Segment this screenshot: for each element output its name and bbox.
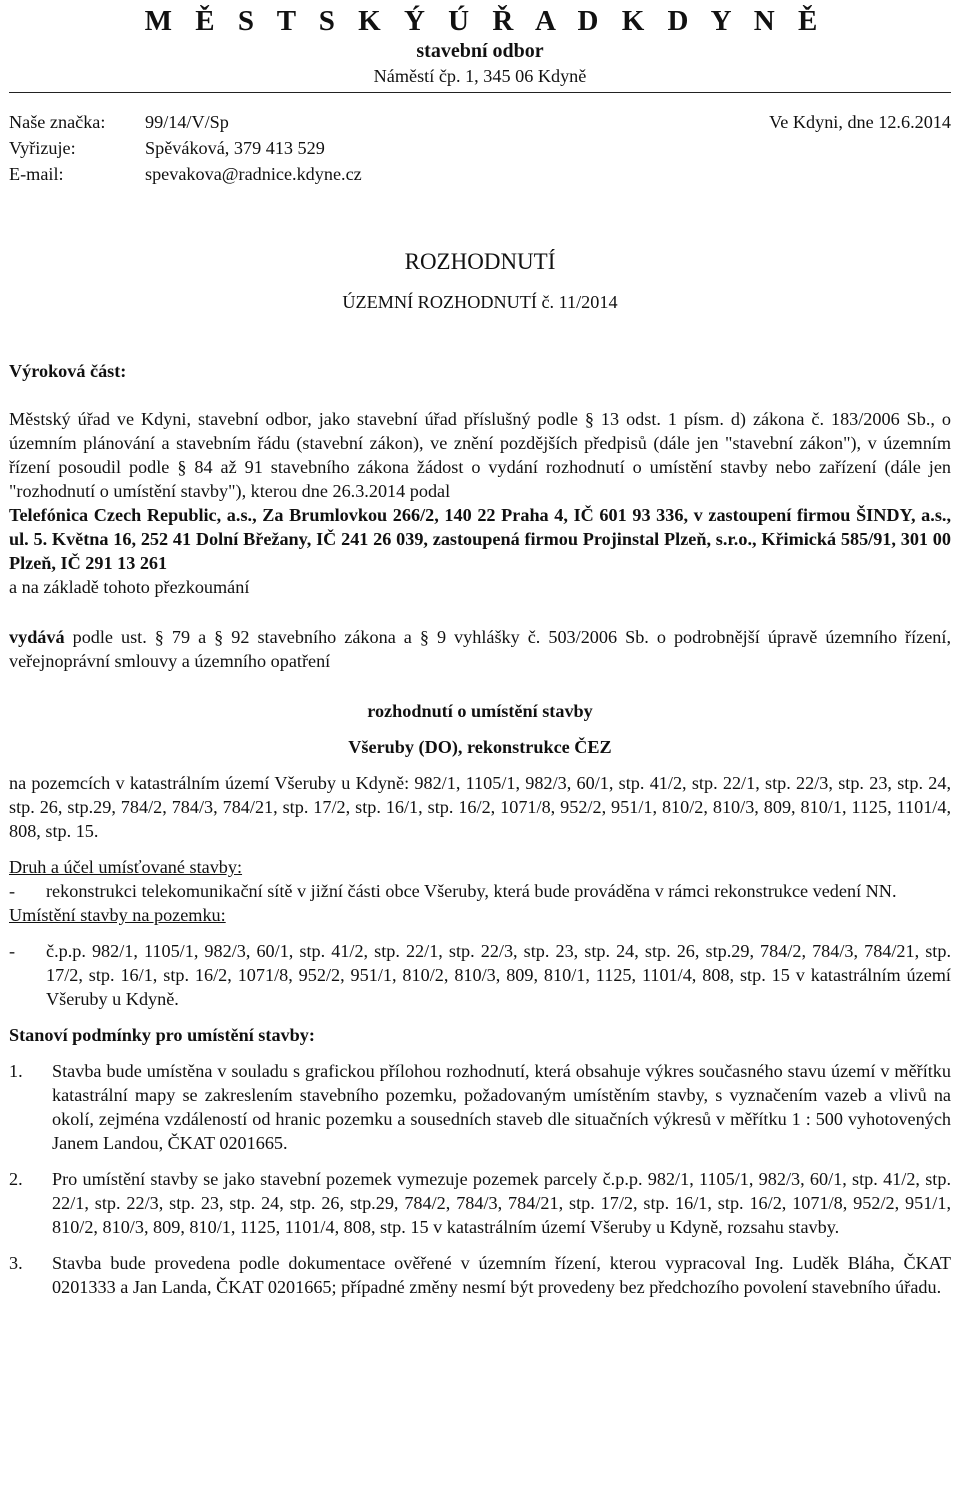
type-heading: Druh a účel umísťované stavby: (9, 857, 243, 877)
verdict-heading: Výroková část: (9, 361, 127, 381)
condition-text: Pro umístění stavby se jako stavební pozemek vymezuje pozemek parcely č.p.p. 982/1, 1105/1, 982/3, 60/1, stp. 41/2, stp. 22/1, stp. 22/3, stp. 23, stp. 24, stp. 26, stp.29, 784/2, 784/3, 784/21, stp. 17/2, stp. 16/1, stp. 16/2, 1071/8, 952/2, 951/1, 810/2, 810/3, 809, 810/1, 1125, 1101/4, 808, stp. 15 v katastrálním území Všeruby u Kdyně, rozsahu stavby. (52, 1169, 951, 1237)
document-date: Ve Kdyni, dne 12.6.2014 (769, 112, 951, 132)
verdict-section (9, 359, 951, 673)
location-section (9, 903, 951, 1011)
location-heading: Umístění stavby na pozemku: (9, 905, 226, 925)
conditions-section (9, 1023, 951, 1299)
condition-item (9, 1251, 951, 1299)
office-address: Náměstí čp. 1, 345 06 Kdyně (373, 66, 587, 86)
location-text: č.p.p. 982/1, 1105/1, 982/3, 60/1, stp. 41/2, stp. 22/1, stp. 22/3, stp. 23, stp. 24, stp. 26, stp.29, 784/2, 784/3, 784/21, stp. 17/2, stp. 16/1, stp. 16/2, 1071/8, 952/2, 951/1, 810/2, 810/3, 809, 810/1, 1125, 1101/4, 808, stp. 15 v katastrálním území Všeruby u Kdyně. (46, 941, 951, 1009)
issues-bold: vydává (9, 627, 65, 647)
reference-label: Naše značka: (9, 112, 106, 132)
department-name: stavební odbor (416, 40, 544, 62)
type-marker: - (9, 881, 16, 901)
permit-title: rozhodnutí o umístění stavby (367, 701, 593, 721)
handler-row (9, 135, 951, 161)
condition-item (9, 1059, 951, 1155)
email-label: E-mail: (9, 164, 64, 184)
issues-rest: podle ust. § 79 a § 92 stavebního zákona a § 9 vyhlášky č. 503/2006 Sb. o podrobnější úpravě územního řízení, veřejnoprávní smlouvy a územního opatření (9, 627, 951, 671)
email-value: spevakova@radnice.kdyne.cz (145, 164, 362, 184)
location-item (9, 939, 951, 1011)
letterhead (9, 4, 951, 93)
condition-text: Stavba bude provedena podle dokumentace ověřené v územním řízení, kterou vypracoval Ing. Luděk Bláha, ČKAT 0201333 a Jan Landa, ČKAT 0201665; případné změny nesmí být provedeny bez předchozího povolení stavebního úřadu. (52, 1253, 951, 1297)
permit-parcels: na pozemcích v katastrálním území Všeruby u Kdyně: 982/1, 1105/1, 982/3, 60/1, stp. 41/2, stp. 22/1, stp. 22/3, stp. 23, stp. 24, stp. 26, stp.29, 784/2, 784/3, 784/21, stp. 17/2, stp. 16/1, stp. 16/2, 1071/8, 952/2, 951/1, 810/2, 810/3, 809, 810/1, 1125, 1101/4, 808, stp. 15. (9, 773, 951, 841)
reference-value: 99/14/V/Sp (145, 112, 229, 132)
condition-number: 2. (9, 1169, 23, 1189)
issues-paragraph (9, 625, 951, 673)
permit-name: Všeruby (DO), rekonstrukce ČEZ (348, 737, 612, 757)
header-divider (9, 92, 951, 93)
type-item (9, 879, 951, 903)
permit-block (9, 699, 951, 843)
applicant: Telefónica Czech Republic, a.s., Za Brumlovkou 266/2, 140 22 Praha 4, IČ 601 93 336, v zastoupení firmou ŠINDY, a.s., ul. 5. Května 16, 252 41 Dolní Břežany, IČ 241 26 039, zastoupená firmou Projinstal Plzeň, s.r.o., Křimická 585/91, 301 00 Plzeň, IČ 291 13 261 (9, 505, 951, 573)
condition-number: 1. (9, 1061, 23, 1081)
document-meta (9, 109, 951, 187)
condition-number: 3. (9, 1253, 23, 1273)
handler-value: Spěváková, 379 413 529 (145, 138, 325, 158)
condition-item (9, 1167, 951, 1239)
handler-label: Vyřizuje: (9, 138, 76, 158)
decision-number: ÚZEMNÍ ROZHODNUTÍ č. 11/2014 (342, 292, 618, 312)
office-name: M Ě S T S K Ý Ú Ř A D K D Y N Ě (144, 5, 826, 37)
type-section (9, 855, 951, 903)
location-marker: - (9, 941, 16, 961)
conditions-heading: Stanoví podmínky pro umístění stavby: (9, 1025, 315, 1045)
type-text: rekonstrukci telekomunikační sítě v jižní části obce Všeruby, která bude prováděna v rámci rekonstrukce vedení NN. (46, 881, 897, 901)
decision-title: ROZHODNUTÍ (404, 249, 556, 274)
after-review: a na základě tohoto přezkoumání (9, 577, 250, 597)
email-row (9, 161, 951, 187)
verdict-intro: Městský úřad ve Kdyni, stavební odbor, jako stavební úřad příslušný podle § 13 odst. 1 písm. d) zákona č. 183/2006 Sb., o územním plánování a stavebním řádu (stavební zákon), ve znění pozdějších předpisů (dále jen "stavební zákon"), v územním řízení posoudil podle § 84 až 91 stavebního zákona žádost o vydání rozhodnutí o umístění stavby nebo zařízení (dále jen "rozhodnutí o umístění stavby"), kterou dne 26.3.2014 podal (9, 409, 951, 501)
condition-text: Stavba bude umístěna v souladu s grafickou přílohou rozhodnutí, která obsahuje výkres současného stavu území v měřítku katastrální mapy se zakreslením stavebního pozemku, požadovaným umístěním stavby, s vyznačením vazeb a vlivů na okolí, zejména vzdáleností od hranic pozemku a sousedních staveb dle situačních výkresů v měřítku 1 : 500 vyhotovených Janem Landou, ČKAT 0201665. (52, 1061, 951, 1153)
